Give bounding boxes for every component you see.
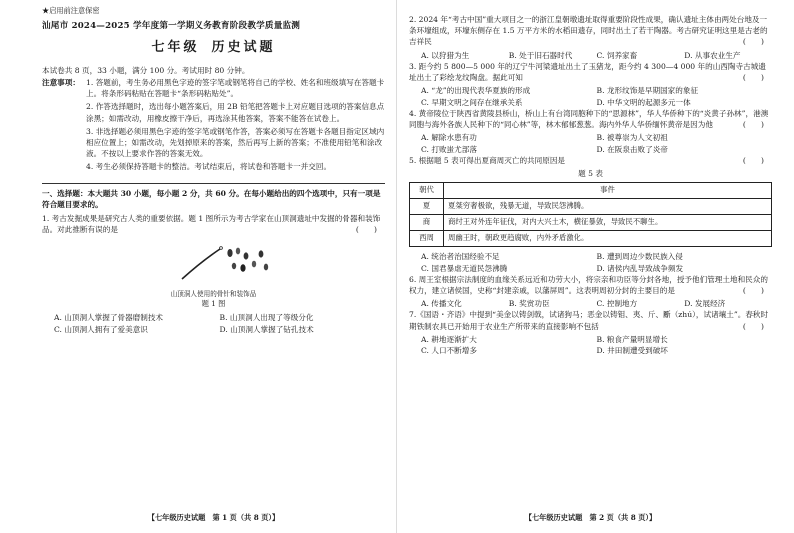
- exam-title: [42, 38, 385, 57]
- option-c: C. 人口不断增多: [421, 346, 477, 356]
- question-4: [409, 108, 772, 130]
- question-2: [409, 14, 772, 48]
- option-c: C. 山顶洞人拥有了爱美意识: [54, 324, 148, 334]
- answer-paren: ( ): [742, 73, 764, 83]
- question-6: [409, 274, 772, 296]
- option-c: C. 国君暴虐无道民怨沸腾: [421, 263, 508, 273]
- option-d: D. 发展经济: [684, 299, 726, 309]
- exam-intro: 本试卷共 8 页，33 小题，满分 100 分。考试用时 80 分钟。: [42, 65, 250, 75]
- table-header-row: [410, 183, 772, 199]
- notice-item: 3. 非选择题必须用黑色字迹的签字笔或钢笔作答，答案必须写在答题卡各题目指定区域内相应位置上；如需改动，先划掉原来的答案，然后再写上新的答案；不准使用铅笔和涂改液。不按以上要求作答的答案无效。: [86, 126, 385, 159]
- question-1: [42, 213, 385, 235]
- table-title: 题 5 表: [578, 169, 603, 179]
- question-3-options: [409, 85, 772, 107]
- table-row: [410, 199, 772, 215]
- page-footer: 【七年级历史试题 第 2 页（共 8 页）】: [524, 513, 657, 523]
- option-a: A. 以狩猎为生: [421, 50, 470, 60]
- exam-header: 汕尾市 2024—2025 学年度第一学期义务教育阶段教学质量监测: [42, 20, 301, 31]
- title-subject: 历史试题: [211, 40, 276, 56]
- option-c: C. 饲养家畜: [596, 50, 638, 60]
- question-3: [409, 61, 772, 83]
- question-stem: 1. 考古发掘成果是研究古人类的重要依据。题 1 图所示为考古学家在山顶洞遗址中发掘的骨器和装饰品。对此推断有误的是: [42, 214, 381, 235]
- option-a: A. 山顶洞人掌握了骨器磨制技术: [54, 313, 164, 323]
- option-b: B. 遭到周边少数民族入侵: [596, 252, 683, 262]
- option-b: B. 山顶洞人出现了等级分化: [219, 313, 314, 323]
- question-stem: 6. 周王室根据宗法制度的血缘关系远近和功劳大小，将宗亲和功臣等分封各地，授予他们管理土地和民众的权力，建立诸侯国，史称“封建亲戚，以藩屏周”。这表明周初分封的主要目的是: [409, 274, 768, 295]
- option-a: A. “龙”的出现代表华夏族的形成: [421, 86, 531, 96]
- notice-item: 4. 考生必须保持答题卡的整洁。考试结束后，将试卷和答题卡一并交回。: [86, 162, 332, 172]
- notice-label: 注意事项：: [42, 77, 80, 87]
- question-7-options: [409, 334, 772, 356]
- cell-event: 夏桀穷奢极欲，残暴无道，导致民怨沸腾。: [444, 199, 772, 215]
- figure-title: 题 1 图: [201, 298, 226, 308]
- cell-event: 周幽王时，朝政更趋腐败，内外矛盾激化。: [444, 231, 772, 247]
- bone-needle-icon: [182, 249, 220, 279]
- question-stem: 7.《国语・齐语》中提到“美金以铸剑戟，试诸狗马；恶金以铸钼、夷、斤、斸（zhú），试诸壤土”。春秋时期铁制农具已开始用于农业生产所带来的直接影响不包括: [409, 310, 769, 331]
- answer-paren: ( ): [742, 285, 764, 295]
- question-6-options: [409, 298, 772, 309]
- section-title: 一、选择题：本大题共 30 小题，每小题 2 分，共 60 分。在每小题给出的四个选项中，只有一项是符合题目要求的。: [42, 188, 381, 209]
- notice-block: [42, 77, 385, 175]
- question-stem: 2. 2024 年“考古中国”重大项目之一的浙江皇朝墩遗址取得重要阶段性成果，确认遗址主体由两处台地及一条环壕组成，环壕东侧存在 1.5 万平方米的水稻田遗存，同时出土了若干陶器。考古研究证明这里是古老的吉祥民: [409, 15, 768, 47]
- table-row: [410, 215, 772, 231]
- question-1-options: [42, 312, 385, 334]
- option-d: D. 诸侯内乱导致战争频发: [596, 263, 684, 273]
- option-c: C. 早期文明之间存在继承关系: [421, 97, 523, 107]
- question-5-options: [409, 251, 772, 273]
- answer-paren: ( ): [742, 155, 764, 165]
- answer-paren: ( ): [355, 225, 377, 235]
- cell-event: 商纣王对外连年征伐，对内大兴土木，横征暴敛，导致民不聊生。: [444, 215, 772, 231]
- notice-item: 2. 作答选择题时，选出每小题答案后，用 2B 铅笔把答题卡上对应题目选项的答案信息点涂黑；如需改动，用橡皮擦干净后，再选涂其他答案，答案不能答在试卷上。: [86, 102, 385, 123]
- question-stem: 3. 距今约 5 800—5 000 年的辽宁牛河梁遗址出土了玉猪龙，距今约 4 300—4 000 年的山西陶寺古城遗址出土了彩绘龙纹陶盘。据此可知: [409, 61, 766, 83]
- question-7: [409, 309, 772, 331]
- option-c: C. 打败蚩尤部落: [421, 144, 477, 154]
- option-d: D. 从事农业生产: [684, 50, 741, 60]
- answer-paren: ( ): [742, 120, 764, 130]
- option-b: B. 奖赏功臣: [508, 299, 550, 309]
- notice-item: 1. 答题前，考生务必用黑色字迹的签字笔或钢笔将自己的学校、姓名和班级填写在答题卡上。将条形码粘贴在答题卡“条形码粘贴处”。: [86, 77, 385, 99]
- cell-era: 西周: [410, 231, 444, 247]
- option-d: D. 在阪泉击败了炎帝: [596, 144, 668, 154]
- option-b: B. 被尊崇为人文初祖: [596, 133, 668, 143]
- col-event-header: 事件: [444, 183, 772, 199]
- bone-needle-illustration: [42, 239, 385, 287]
- confidential-label: ★启用前注意保密: [42, 6, 100, 15]
- dynasty-table: [409, 182, 772, 247]
- option-a: A. 解除水患有功: [421, 133, 477, 143]
- option-c: C. 控制地方: [596, 299, 638, 309]
- question-stem: 4. 黄帝陵位于陕西省黄陵县桥山，桥山上有台湾同胞种下的“思源林”，华人华侨种下的“炎黄子孙林”，港澳同胞与海外各族人民种下的“同心林”等，林木郁郁葱葱。海内外华人华侨缅怀黄帝是因为他: [409, 108, 769, 130]
- title-grade: 七年级: [151, 40, 200, 56]
- exam-page-2: [397, 0, 794, 533]
- option-b: B. 龙形纹饰是早期国家的象征: [596, 86, 699, 96]
- option-d: D. 井田制遭受到破坏: [596, 346, 668, 356]
- option-d: D. 中华文明的起源多元一体: [596, 97, 691, 107]
- page-footer: 【七年级历史试题 第 1 页（共 8 页）】: [147, 513, 280, 523]
- section-divider: [42, 183, 385, 184]
- question-5: [409, 155, 772, 166]
- question-stem: 5. 根据题 5 表可得出夏商周灭亡的共同原因是: [409, 155, 566, 165]
- cell-era: 商: [410, 215, 444, 231]
- ornament-icon: [227, 249, 232, 257]
- answer-paren: ( ): [742, 321, 764, 331]
- option-a: A. 传播文化: [421, 299, 462, 309]
- figure-bone-needle: [42, 239, 385, 297]
- option-a: A. 耕地逐渐扩大: [421, 334, 477, 344]
- table-row: [410, 231, 772, 247]
- option-a: A. 统治者治国经验不足: [421, 252, 500, 262]
- answer-paren: ( ): [742, 37, 764, 47]
- option-b: B. 粮食产量明显增长: [596, 334, 668, 344]
- option-d: D. 山顶洞人掌握了钻孔技术: [219, 324, 314, 334]
- cell-era: 夏: [410, 199, 444, 215]
- col-era-header: 朝代: [410, 183, 444, 199]
- question-4-options: [409, 132, 772, 154]
- option-b: B. 处于旧石器时代: [508, 50, 573, 60]
- figure-caption: 山顶洞人使用的骨针和装饰品: [170, 289, 257, 298]
- question-2-options: [409, 50, 772, 61]
